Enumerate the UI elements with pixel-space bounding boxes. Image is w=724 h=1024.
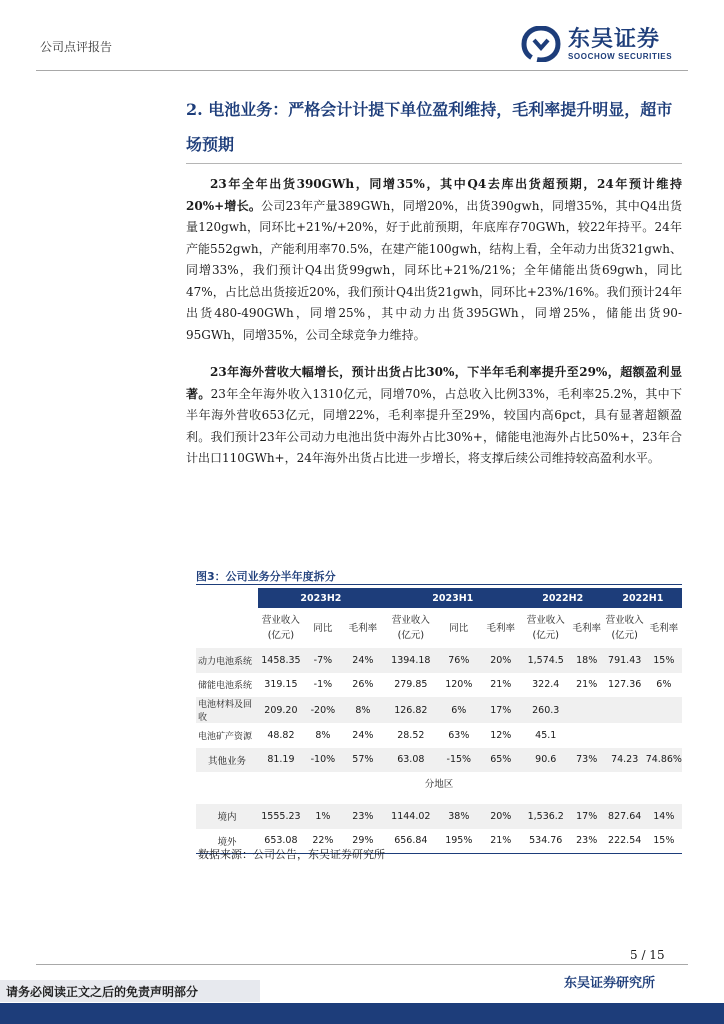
row-label: 电池矿产资源 bbox=[198, 731, 253, 742]
table-cell: 319.15 bbox=[264, 679, 298, 691]
row-label: 境外 bbox=[196, 829, 258, 854]
header-divider bbox=[36, 70, 688, 71]
logo-en-text: SOOCHOW SECURITIES bbox=[568, 51, 673, 61]
table-cell: 1,536.2 bbox=[522, 804, 570, 829]
table-row bbox=[196, 723, 682, 748]
row-label: 动力电池系统 bbox=[196, 648, 258, 673]
logo-cn-text: 东吴证券 bbox=[568, 26, 661, 52]
figure-source: 数据来源：公司公告，东吴证券研究所 bbox=[198, 848, 385, 861]
col-gm: 毛利率 bbox=[348, 622, 378, 634]
table-cell: 653.08 bbox=[258, 829, 304, 854]
table-cell bbox=[604, 697, 646, 723]
paragraph-1 bbox=[186, 174, 682, 346]
table-cell: 8% bbox=[342, 697, 384, 723]
table-cell: 6% bbox=[656, 679, 672, 691]
table-row bbox=[196, 748, 682, 773]
table-cell: 322.4 bbox=[532, 679, 560, 691]
period-header-row bbox=[196, 588, 682, 608]
business-split-table bbox=[196, 588, 682, 854]
footer-org: 东吴证券研究所 bbox=[564, 976, 656, 991]
table-cell: 15% bbox=[646, 648, 682, 673]
table-cell: -1% bbox=[313, 679, 333, 691]
table-cell: 26% bbox=[352, 679, 374, 691]
col-revenue: 营业收入 (亿元) bbox=[605, 615, 644, 641]
table-cell: 195% bbox=[438, 829, 480, 854]
table-cell: 1555.23 bbox=[258, 804, 304, 829]
period-2022h1: 2022H1 bbox=[604, 588, 682, 608]
table-cell: 18% bbox=[570, 648, 604, 673]
figure-title-underline bbox=[196, 584, 682, 585]
period-2023h2: 2023H2 bbox=[258, 588, 384, 608]
table-cell: 127.36 bbox=[608, 679, 642, 691]
table-cell: 21% bbox=[480, 829, 522, 854]
table-cell bbox=[570, 723, 604, 748]
table-cell: 65% bbox=[480, 748, 522, 773]
col-revenue: 营业收入 (亿元) bbox=[391, 615, 430, 641]
col-revenue: 营业收入 (亿元) bbox=[526, 615, 565, 641]
soochow-logo-icon bbox=[520, 26, 562, 62]
table-cell bbox=[646, 697, 682, 723]
disclaimer-text: 请务必阅读正文之后的免责声明部分 bbox=[6, 985, 199, 999]
row-label: 储能电池系统 bbox=[198, 681, 253, 692]
col-gm: 毛利率 bbox=[486, 622, 516, 634]
table-cell: 209.20 bbox=[258, 697, 304, 723]
paragraph-2-body: 23年全年海外收入1310亿元，同增70%，占总收入比例33%，毛利率25.2%，其中下半年海外营收653亿元，同增22%，毛利率提升至29%，较国内高6pct，具有显著超额盈利。我们预计23年公司动力电池出货中海外占比30%+，储能电池海外占比50%+，23年合计出口110GWh+，24年海外出货占比进一步增长，将支撑后续公司维持较高盈利水平。 bbox=[186, 386, 682, 465]
table-cell: 17% bbox=[480, 697, 522, 723]
table-cell: 6% bbox=[438, 697, 480, 723]
row-label: 电池材料及回收 bbox=[196, 697, 258, 723]
table-cell: 81.19 bbox=[258, 748, 304, 773]
table-cell: 23% bbox=[342, 804, 384, 829]
section-title: 2. 电池业务：严格会计计提下单位盈利维持，毛利率提升明显，超市场预期 bbox=[186, 100, 673, 154]
table-cell: 1% bbox=[304, 804, 342, 829]
table-cell: 222.54 bbox=[604, 829, 646, 854]
table-cell: 57% bbox=[342, 748, 384, 773]
table-cell: 14% bbox=[646, 804, 682, 829]
table-cell: 534.76 bbox=[522, 829, 570, 854]
table-cell: 45.1 bbox=[535, 729, 557, 741]
table-cell: 17% bbox=[570, 804, 604, 829]
table-cell: 73% bbox=[570, 748, 604, 773]
table-cell: 120% bbox=[445, 679, 473, 691]
table-cell: 12% bbox=[490, 729, 512, 741]
col-revenue: 营业收入 (亿元) bbox=[261, 615, 300, 641]
table-cell: 63.08 bbox=[384, 748, 438, 773]
table-cell: 20% bbox=[480, 804, 522, 829]
table-cell: 279.85 bbox=[394, 679, 428, 691]
paragraph-1-body: 公司23年产量389GWh，同增20%，出货390gwh，同增35%，其中Q4出货量120gwh，同环比+21%/+20%，好于此前预期，年底库存70GWh，较22年持平。24年产能552gwh，产能利用率70.5%，在建产能100gwh，结构上看，全年动力出货321gwh、同增33%，我们预计Q4出货99gwh，同环比+21%/21%；全年储能出货69gwh，同比47%，占比总出货接近20%，我们预计Q4出货21gwh，同环比+23%/16%。我们预计24年出货480-490GWh，同增25%，其中动力出货395GWh，同增25%，储能出货90-95GWh，同增35%，公司全球竞争力维持。 bbox=[186, 198, 682, 342]
table-cell: 20% bbox=[480, 648, 522, 673]
table-cell: 791.43 bbox=[604, 648, 646, 673]
table-cell: 24% bbox=[352, 729, 374, 741]
table-cell: 74.23 bbox=[604, 748, 646, 773]
table-cell: 23% bbox=[570, 829, 604, 854]
table-cell: 260.3 bbox=[522, 697, 570, 723]
table-cell: 48.82 bbox=[267, 729, 295, 741]
section-divider bbox=[186, 163, 682, 164]
table-cell: -10% bbox=[304, 748, 342, 773]
period-2023h1: 2023H1 bbox=[384, 588, 522, 608]
table-cell: 1144.02 bbox=[384, 804, 438, 829]
table-cell: 28.52 bbox=[397, 729, 425, 741]
table-cell: 8% bbox=[315, 729, 331, 741]
table-cell: 1458.35 bbox=[258, 648, 304, 673]
sub-header-row bbox=[196, 608, 682, 648]
col-gm: 毛利率 bbox=[572, 622, 601, 634]
doc-type-label: 公司点评报告 bbox=[40, 40, 113, 54]
table-cell bbox=[646, 723, 682, 748]
table-cell bbox=[570, 697, 604, 723]
footer-divider bbox=[36, 964, 688, 965]
region-split-row bbox=[196, 772, 682, 794]
row-label: 其他业务 bbox=[196, 748, 258, 773]
table-cell: 827.64 bbox=[604, 804, 646, 829]
period-2022h2: 2022H2 bbox=[522, 588, 604, 608]
paragraph-2-lead: 23年海外营收大幅增长，预计出货占比30%，下半年毛利率提升至29%，超额盈利显著。 bbox=[186, 365, 682, 401]
paragraph-2 bbox=[186, 362, 682, 470]
table-cell: 24% bbox=[342, 648, 384, 673]
col-yoy: 同比 bbox=[449, 622, 469, 634]
table-cell: 21% bbox=[490, 679, 512, 691]
table-cell: 22% bbox=[304, 829, 342, 854]
page-number: 5 / 15 bbox=[630, 948, 665, 962]
table-row bbox=[196, 673, 682, 698]
table-cell: 38% bbox=[438, 804, 480, 829]
table-cell: -15% bbox=[438, 748, 480, 773]
table-cell: 1,574.5 bbox=[522, 648, 570, 673]
table-cell: 21% bbox=[576, 679, 598, 691]
table-cell: 90.6 bbox=[522, 748, 570, 773]
bottom-brand-bar bbox=[0, 1003, 724, 1024]
table-cell: -20% bbox=[304, 697, 342, 723]
table-row bbox=[196, 648, 682, 673]
region-split-label: 分地区 bbox=[424, 779, 454, 790]
table-cell: 126.82 bbox=[384, 697, 438, 723]
table-cell: -7% bbox=[304, 648, 342, 673]
col-gm: 毛利率 bbox=[649, 622, 679, 634]
table-cell: 29% bbox=[342, 829, 384, 854]
company-logo bbox=[520, 26, 672, 62]
table-cell bbox=[604, 723, 646, 748]
table-cell: 15% bbox=[646, 829, 682, 854]
table-row bbox=[196, 697, 682, 723]
table-cell: 1394.18 bbox=[384, 648, 438, 673]
row-label: 境内 bbox=[196, 804, 258, 829]
col-yoy: 同比 bbox=[313, 622, 333, 634]
table-row bbox=[196, 804, 682, 829]
table-cell: 656.84 bbox=[384, 829, 438, 854]
table-cell: 63% bbox=[448, 729, 470, 741]
table-cell: 74.86% bbox=[646, 748, 682, 773]
figure-title: 图3：公司业务分半年度拆分 bbox=[196, 570, 336, 583]
paragraph-1-lead: 23年全年出货390GWh，同增35%，其中Q4去库出货超预期，24年预计维持20%+增长。 bbox=[186, 177, 682, 213]
table-cell: 76% bbox=[438, 648, 480, 673]
